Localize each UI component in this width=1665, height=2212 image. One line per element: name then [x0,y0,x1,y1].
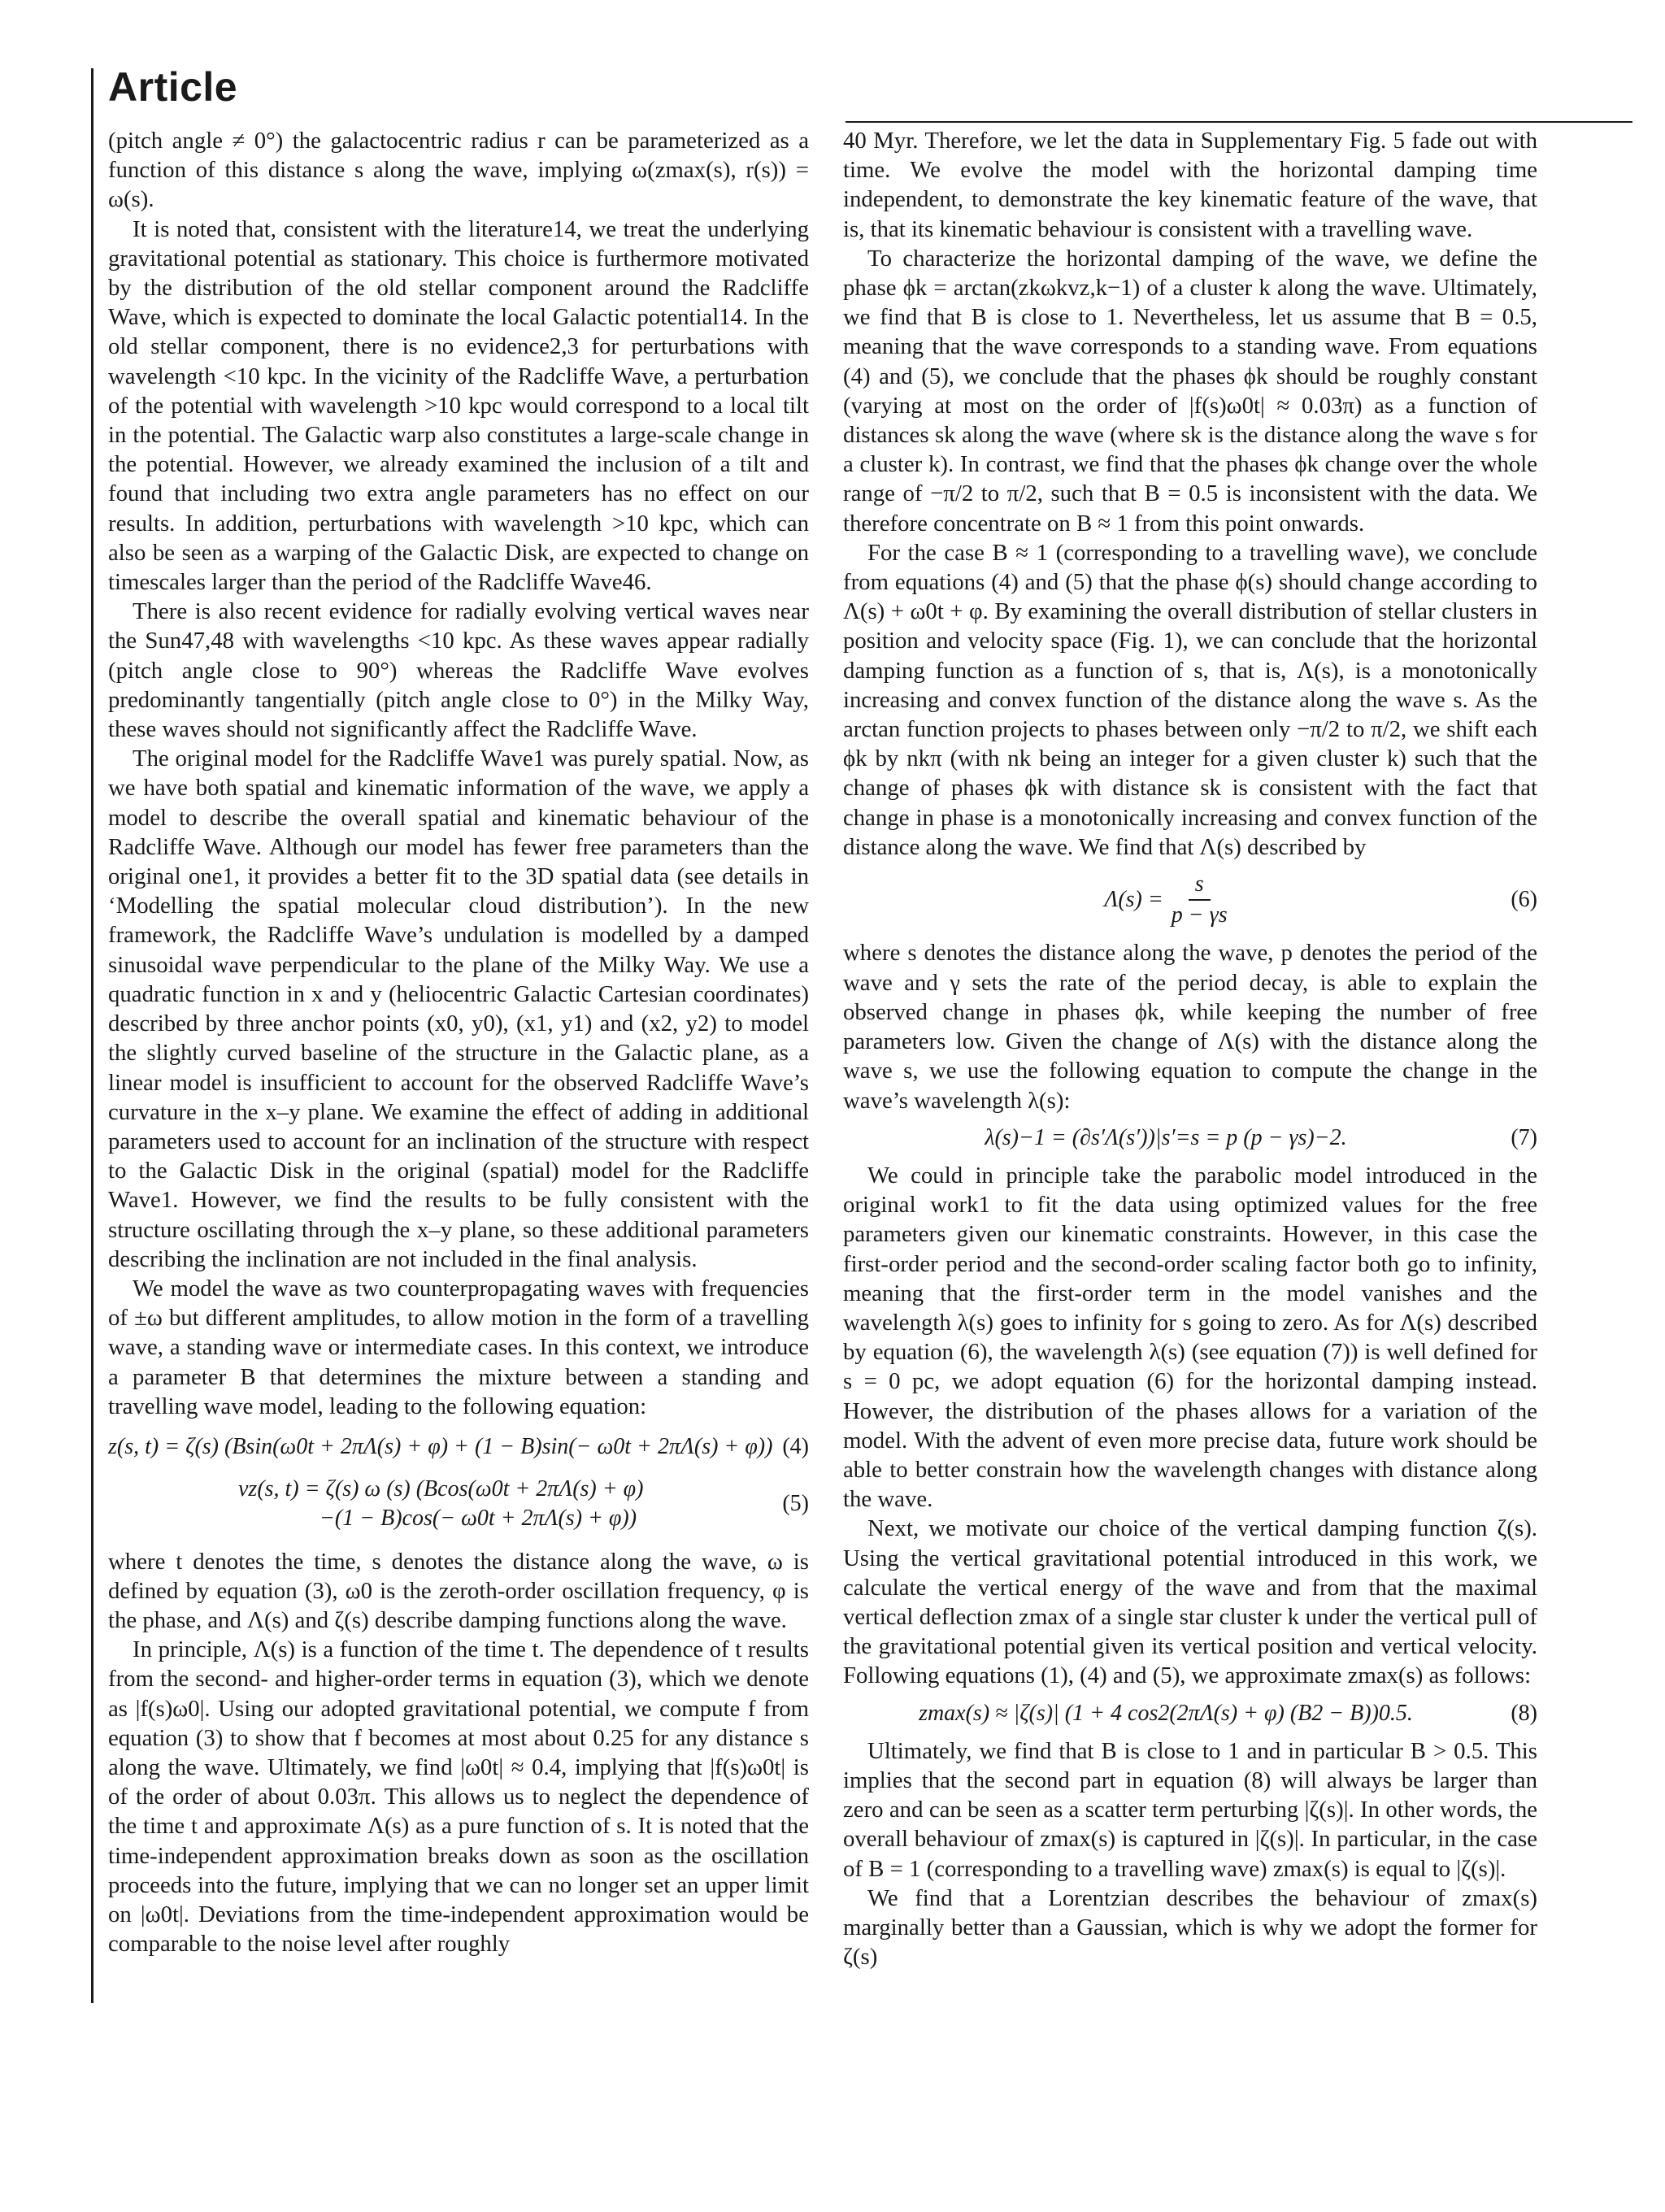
equation-7 [843,1123,1537,1153]
equation-5 [108,1475,809,1533]
equation-4-number: (4) [782,1433,809,1459]
left-paragraph-6: where t denotes the time, s denotes the distance along the wave, ω is defined by equation (3), ω0 is the zeroth-order oscillation frequency, φ is the phase, and Λ(s) and ζ(s) describe damping functions along the wave. [108,1548,809,1633]
left-column [108,126,809,1958]
right-paragraph-7: Ultimately, we find that B is close to 1 and in particular B > 0.5. This implies that the second part in equation (8) will always be larger than zero and can be seen as a scatter term perturbing |ζ(s)|. In other words, the overall behaviour of zmax(s) is captured in |ζ(s)|. In particular, in the case of B = 1 (corresponding to a travelling wave) zmax(s) is equal to |ζ(s)|. [843,1737,1537,1882]
equation-7-number: (7) [1511,1124,1537,1150]
equation-6-fraction [1172,870,1228,930]
right-paragraph-2: To characterize the horizontal damping of the wave, we define the phase ϕk = arctan(zkωkvz,k−1) of a cluster k along the wave. Ultimately, we find that B is close to 1. Nevertheless, let us assume that B = 0.5, meaning that the wave corresponds to a standing wave. From equations (4) and (5), we conclude that the phases ϕk should be roughly constant (varying at most on the order of |f(s)ω0t| ≈ 0.03π) as a function of distances sk along the wave (where sk is the distance along the wave s for a cluster k). In contrast, we find that the phases ϕk change over the whole range of −π/2 to π/2, such that B = 0.5 is inconsistent with the data. We therefore concentrate on B ≈ 1 from this point onwards. [843,245,1537,537]
right-paragraph-6: Next, we motivate our choice of the vertical damping function ζ(s). Using the vertical gravitational potential introduced in this work, we calculate the vertical energy of the wave and from that the maximal vertical deflection zmax of a single star cluster k under the vertical pull of the gravitational potential given its vertical position and vertical velocity. Following equations (1), (4) and (5), we approximate zmax(s) as follows: [843,1515,1537,1689]
right-column [843,126,1537,1971]
equation-4 [108,1432,809,1462]
left-paragraph-5: We model the wave as two counterpropagating waves with frequencies of ±ω but different amplitudes, to allow motion in the form of a travelling wave, a standing wave or intermediate cases. In this context, we introduce a parameter B that determines the mixture between a standing and travelling wave model, leading to the following equation: [108,1275,809,1419]
left-paragraph-4: The original model for the Radcliffe Wave1 was purely spatial. Now, as we have both spatial and kinematic information of the wave, we apply a model to describe the overall spatial and kinematic behaviour of the Radcliffe Wave. Although our model has fewer free parameters than the original one1, it provides a better fit to the 3D spatial data (see details in ‘Modelling the spatial molecular cloud distribution’). In the new framework, the Radcliffe Wave’s undulation is modelled by a damped sinusoidal wave perpendicular to the plane of the Milky Way. We use a quadratic function in x and y (heliocentric Galactic Cartesian coordinates) described by three anchor points (x0, y0), (x1, y1) and (x2, y2) to model the slightly curved baseline of the structure in the Galactic plane, as a linear model is insufficient to account for the observed Radcliffe Wave’s curvature in the x–y plane. We examine the effect of adding in additional parameters used to account for an inclination of the structure with respect to the Galactic Disk in the original (spatial) model for the Radcliffe Wave1. However, we find the results to be fully consistent with the structure oscillating through the x–y plane, so these additional parameters describing the inclination are not included in the final analysis. [108,745,809,1272]
left-paragraph-1: (pitch angle ≠ 0°) the galactocentric radius r can be parameterized as a function of this distance s along the wave, implying ω(zmax(s), r(s)) = ω(s). [108,128,809,213]
right-paragraph-5: We could in principle take the parabolic model introduced in the original work1 to fit the data using optimized values for the free parameters given our kinematic constraints. However, in this case the first-order period and the second-order scaling factor both go to infinity, meaning that the first-order term in the model vanishes and the wavelength λ(s) goes to infinity for s going to zero. As for Λ(s) described by equation (6), the wavelength λ(s) (see equation (7)) is well defined for s = 0 pc, we adopt equation (6) for the horizontal damping instead. However, the distribution of the phases allows for a variation of the model. With the advent of even more precise data, future work should be able to better constrain how the wavelength changes with distance along the wave. [843,1162,1537,1513]
left-paragraph-2: It is noted that, consistent with the literature14, we treat the underlying gravitational potential as stationary. This choice is furthermore motivated by the distribution of the old stellar component around the Radcliffe Wave, which is expected to dominate the local Galactic potential14. In the old stellar component, there is no evidence2,3 for perturbations with wavelength <10 kpc. In the vicinity of the Radcliffe Wave, a perturbation of the potential with wavelength >10 kpc would correspond to a local tilt in the potential. The Galactic warp also constitutes a large-scale change in the potential. However, we already examined the inclusion of a tilt and found that including two extra angle parameters has no effect on our results. In addition, perturbations with wavelength >10 kpc, which can also be seen as a warping of the Galactic Disk, are expected to change on timescales larger than the period of the Radcliffe Wave46. [108,215,809,596]
equation-8-number: (8) [1511,1700,1537,1726]
left-paragraph-7: In principle, Λ(s) is a function of the time t. The dependence of t results from the second- and higher-order terms in equation (3), which we denote as |f(s)ω0|. Using our adopted gravitational potential, we compute f from equation (3) to show that f becomes at most about 0.25 for any distance s along the wave. Ultimately, we find |ω0t| ≈ 0.4, implying that |f(s)ω0t| is of the order of about 0.03π. This allows us to neglect the dependence of the time t and approximate Λ(s) as a pure function of s. It is noted that the time-independent approximation breaks down as soon as the oscillation proceeds into the future, implying that we can no longer set an upper limit on |ω0t|. Deviations from the time-independent approximation would be comparable to the noise level after roughly [108,1636,809,1958]
equation-6-denominator: p − γs [1171,902,1228,928]
right-paragraph-1: 40 Myr. Therefore, we let the data in Supplementary Fig. 5 fade out with time. We evolve the model with the horizontal damping time independent, to demonstrate the key kinematic feature of the wave, that is, that its kinematic behaviour is consistent with a travelling wave. [843,128,1537,242]
left-paragraph-3: There is also recent evidence for radially evolving vertical waves near the Sun47,48 with wavelengths <10 kpc. As these waves appear radially (pitch angle close to 90°) whereas the Radcliffe Wave evolves predominantly tangentially (pitch angle close to 0°) in the Milky Way, these waves should not significantly affect the Radcliffe Wave. [108,598,809,743]
page-header-title: Article [108,64,238,110]
right-paragraph-8: We find that a Lorentzian describes the behaviour of zmax(s) marginally better than a Gaussian, which is why we adopt the former for ζ(s) [843,1884,1537,1971]
equation-7-body: λ(s)−1 = (∂s′Λ(s′))|s′=s = p (p − γs)−2. [985,1124,1347,1150]
equation-6-lhs: Λ(s) = [1104,887,1163,913]
left-margin-rule [91,68,93,2003]
equation-5-number: (5) [782,1491,809,1517]
equation-4-body: z(s, t) = ζ(s) (Bsin(ω0t + 2πΛ(s) + φ) + (1 − B)sin(− ω0t + 2πΛ(s) + φ)) [108,1433,773,1459]
right-paragraph-4: where s denotes the distance along the wave, p denotes the period of the wave and γ sets the rate of the period decay, is able to explain the observed change in phases ϕk, while keeping the number of free parameters low. Given the change of Λ(s) with the distance along the wave s, we use the following equation to compute the change in the wave’s wavelength λ(s): [843,940,1537,1114]
equation-8-body: zmax(s) ≈ |ζ(s)| (1 + 4 cos2(2πΛ(s) + φ) (B2 − B))0.5. [919,1700,1413,1726]
right-paragraph-3: For the case B ≈ 1 (corresponding to a travelling wave), we conclude from equations (4) and (5) that the phase ϕ(s) should change according to Λ(s) + ω0t + φ. By examining the overall distribution of stellar clusters in position and velocity space (Fig. 1), we can conclude that the horizontal damping function as a function of s, that is, Λ(s), is a monotonically increasing and convex function of the distance along the wave s. As the arctan function projects to phases between only −π/2 to π/2, we shift each ϕk by nkπ (with nk being an integer for a given cluster k) such that the change of phases ϕk with distance sk is consistent with the fact that change in phase is a monotonically increasing and convex function of the distance along the wave. We find that Λ(s) described by [843,539,1537,860]
equation-6-number: (6) [1511,887,1537,913]
equation-5-line-2: −(1 − B)cos(− ω0t + 2πΛ(s) + φ)) [320,1506,637,1532]
header-rule [846,121,1632,123]
equation-8 [843,1699,1537,1728]
equation-5-line-1: vz(s, t) = ζ(s) ω (s) (Bcos(ω0t + 2πΛ(s) + φ) [238,1476,644,1502]
equation-6 [843,870,1537,930]
equation-6-numerator: s [1189,870,1211,901]
